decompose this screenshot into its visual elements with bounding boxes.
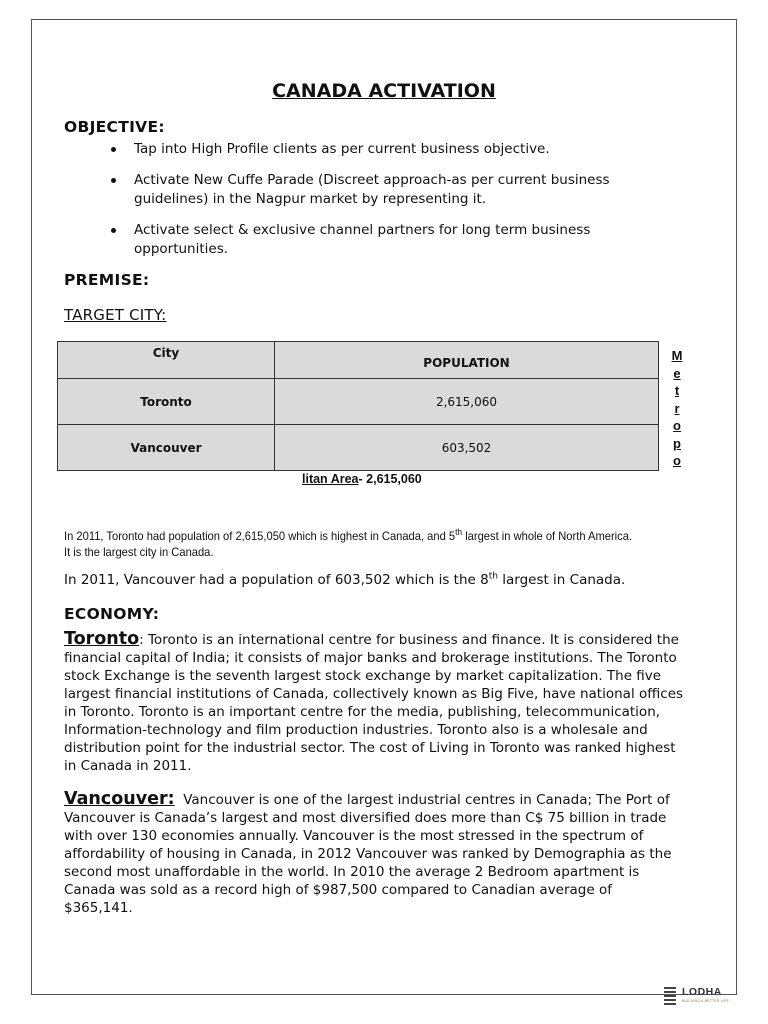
note-text: largest in Canada. xyxy=(497,572,626,588)
cell-population: 2,615,060 xyxy=(275,379,659,425)
list-item: Tap into High Profile clients as per current business objective. xyxy=(64,140,664,160)
note-sup: th xyxy=(455,527,463,537)
economy-heading: ECONOMY: xyxy=(64,605,160,623)
note-text: In 2011, Toronto had population of 2,615,050 which is highest in Canada, and 5 xyxy=(64,529,456,543)
logo-mark-icon xyxy=(664,987,676,1007)
objective-heading: OBJECTIVE: xyxy=(64,118,165,136)
note-sup: th xyxy=(488,571,498,582)
metro-letter: M xyxy=(671,348,683,363)
table-row xyxy=(58,425,659,471)
logo-name: LODHA xyxy=(682,986,722,998)
metro-letter: t xyxy=(674,383,680,398)
metro-letter: r xyxy=(674,400,680,416)
toronto-population-note xyxy=(64,528,641,560)
note-text: largest in whole of North America. It is the largest city in Canada. xyxy=(64,529,633,559)
metro-letter: p xyxy=(673,435,681,451)
vancouver-economy-text: Vancouver is one of the largest industrial centres in Canada; The Port of Vancouver is Canada’s largest and most diversified does more than C$ 75 billion in trade with over 130 economies annually. Vancouver is the most stressed in the spectrum of affordability of housing in Canada, in 2012 Vancouver was ranked by Demographia as the second most unaffordable in the world. In 2010 the average 2 Bedroom apartment is Canada was sold as a record high of $987,500 compared to Canadian average of $365,141. xyxy=(64,792,676,916)
vancouver-economy-paragraph xyxy=(64,790,684,917)
metro-area-note xyxy=(302,472,422,486)
metro-vertical-text xyxy=(670,347,684,470)
cell-city: Toronto xyxy=(58,379,275,425)
metro-letter: e xyxy=(673,365,681,381)
population-table xyxy=(57,341,659,471)
table-header-row xyxy=(58,342,659,379)
premise-heading: PREMISE: xyxy=(64,271,150,289)
toronto-economy-paragraph xyxy=(64,630,684,775)
header-city: City xyxy=(58,342,275,379)
vancouver-city-name: Vancouver: xyxy=(64,789,175,809)
vancouver-population-note xyxy=(64,572,625,588)
cell-population: 603,502 xyxy=(275,425,659,471)
objective-list xyxy=(64,140,664,271)
lodha-logo xyxy=(664,985,744,1007)
toronto-economy-text: : Toronto is an international centre for business and finance. It is considered the financial capital of India; it consists of major banks and brokerage institutions. The Toronto stock Exchange is the seventh largest stock exchange by market capitalization. The five largest financial institutions of Canada, collectively known as Big Five, have national offices in Toronto. Toronto is an important centre for the media, publishing, telecommunication, Information-technology and film production industries. Toronto also is a wholesale and distribution point for the industrial sector. The cost of Living in Toronto was ranked highest in Canada in 2011. xyxy=(64,632,684,774)
cell-city: Vancouver xyxy=(58,425,275,471)
list-item: Activate select & exclusive channel partners for long term business opportunities. xyxy=(64,221,664,260)
table-row xyxy=(58,379,659,425)
metro-letter: o xyxy=(673,418,681,433)
note-text: In 2011, Vancouver had a population of 603,502 which is the 8 xyxy=(64,572,489,588)
header-population: POPULATION xyxy=(275,342,659,379)
metro-letter: o xyxy=(673,453,681,468)
metro-area-label: litan Area xyxy=(302,472,359,486)
logo-tagline: BUILDING A BETTER LIFE xyxy=(682,999,729,1003)
metro-area-value: - 2,615,060 xyxy=(358,472,422,486)
target-city-heading: TARGET CITY: xyxy=(64,306,167,324)
list-item: Activate New Cuffe Parade (Discreet approach-as per current business guidelines) in the Nagpur market by representing it. xyxy=(64,171,664,210)
toronto-city-name: Toronto xyxy=(64,629,140,649)
document-title: CANADA ACTIVATION xyxy=(272,80,496,102)
